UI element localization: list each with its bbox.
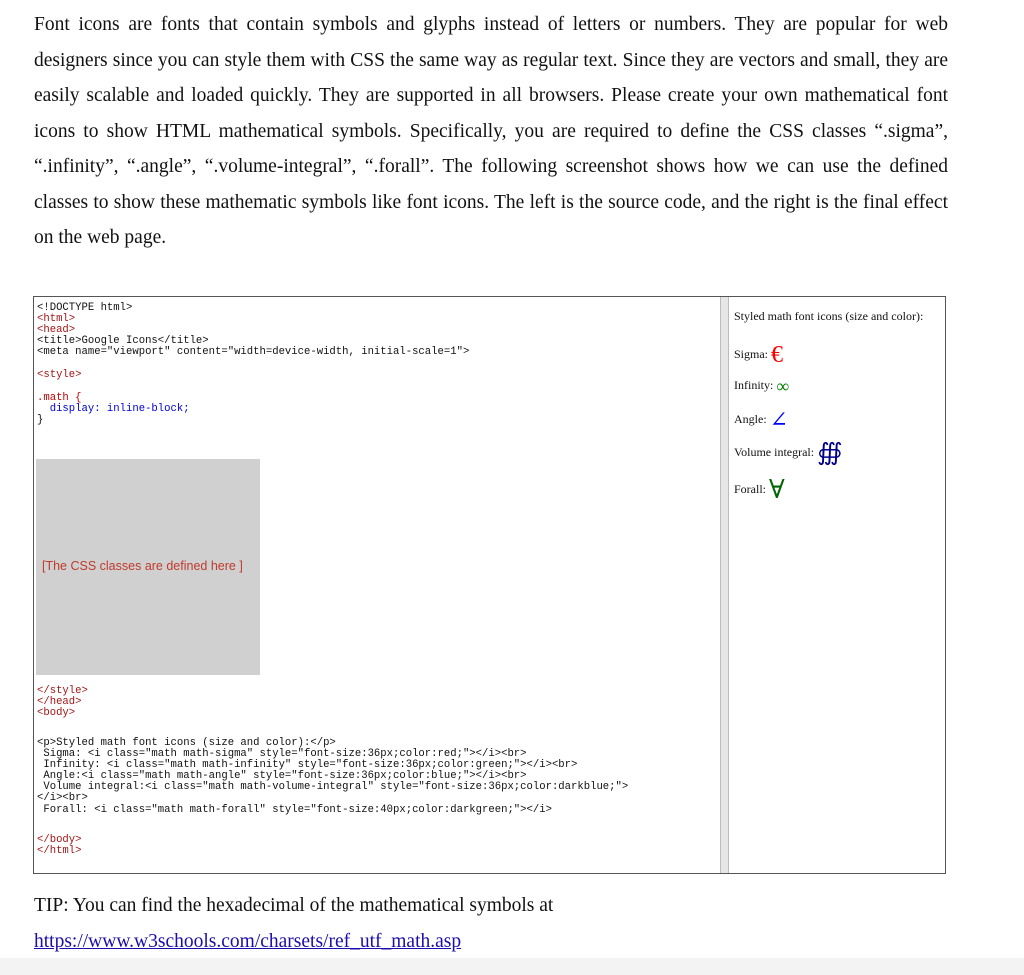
code-line-meta: <meta name="viewport" content="width=device-width, initial-scale=1">	[37, 346, 470, 358]
volume-integral-icon: ∰	[817, 440, 843, 466]
sigma-label: Sigma:	[734, 346, 769, 361]
code-line-forall: Forall: <i class="math math-forall" style="font-size:40px;color:darkgreen;"></i>	[37, 804, 552, 816]
rendered-result-panel	[734, 297, 945, 873]
intro-paragraph: Font icons are fonts that contain symbols and glyphs instead of letters or numbers. They are popular for web designers since you can style them with CSS the same way as regular text. Since they are vectors and small, they are easily scalable and loaded quickly. They are supported in all browsers. Please create your own mathematical font icons to show HTML mathematical symbols. Specifically, you are required to define the CSS classes “.sigma”, “.infinity”, “.angle”, “.volume-integral”, “.forall”. The following screenshot shows how we can use the defined classes to show these mathematic symbols like font icons. The left is the source code, and the right is the final effect on the web page.	[34, 14, 948, 248]
code-line-html-close: </html>	[37, 845, 82, 857]
css-placeholder-box	[36, 459, 260, 675]
bottom-strip	[0, 958, 1024, 975]
code-line-volume-close: </i><br>	[37, 792, 88, 804]
result-row-forall	[734, 477, 785, 503]
code-line-style-open: <style>	[37, 369, 82, 381]
result-row-volume-integral	[734, 441, 842, 465]
w3schools-link[interactable]: https://www.w3schools.com/charsets/ref_utf_math.asp	[34, 930, 462, 952]
code-line-body-open: <body>	[37, 707, 76, 719]
code-line-title: <title>Google Icons</title>	[37, 335, 209, 347]
code-line-math-property: display: inline-block;	[37, 403, 190, 415]
result-row-infinity	[734, 377, 789, 395]
code-line-volume: Volume integral:<i class="math math-volume-integral" style="font-size:36px;color:darkblue;">	[37, 781, 629, 793]
code-line-angle: Angle:<i class="math math-angle" style="font-size:36px;color:blue;"></i><br>	[37, 770, 527, 782]
code-line-body-close: </body>	[37, 834, 82, 846]
infinity-label: Infinity:	[734, 377, 774, 392]
code-line-head-close: </head>	[37, 696, 82, 708]
css-placeholder-label: [The CSS classes are defined here ]	[42, 559, 243, 573]
code-line-style-close: </style>	[37, 685, 88, 697]
result-row-sigma	[734, 343, 783, 367]
code-line-paragraph: <p>Styled math font icons (size and color):</p>	[37, 737, 336, 749]
code-line-head-open: <head>	[37, 324, 76, 336]
code-line-math-close: }	[37, 414, 44, 426]
forall-icon: ∀	[769, 475, 785, 504]
result-row-angle	[734, 409, 788, 431]
example-screenshot	[33, 296, 946, 874]
source-code-panel	[34, 297, 719, 873]
angle-label: Angle:	[734, 411, 767, 426]
code-line-sigma: Sigma: <i class="math math-sigma" style="font-size:36px;color:red;"></i><br>	[37, 748, 527, 760]
result-title: Styled math font icons (size and color):	[734, 309, 924, 323]
forall-label: Forall:	[734, 481, 766, 496]
infinity-icon: ∞	[776, 376, 790, 396]
angle-icon: ∠	[769, 407, 789, 432]
sigma-icon: €	[771, 342, 784, 368]
volume-integral-label: Volume integral:	[734, 444, 815, 459]
code-line-doctype: <!DOCTYPE html>	[37, 302, 133, 314]
tip-text: TIP: You can find the hexadecimal of the mathematical symbols at	[34, 895, 554, 916]
panel-splitter[interactable]	[720, 297, 729, 873]
tip-paragraph	[34, 888, 553, 959]
code-line-infinity: Infinity: <i class="math math-infinity" style="font-size:36px;color:green;"></i><br>	[37, 759, 578, 771]
code-line-math-selector: .math {	[37, 392, 82, 404]
code-line-html-open: <html>	[37, 313, 76, 325]
